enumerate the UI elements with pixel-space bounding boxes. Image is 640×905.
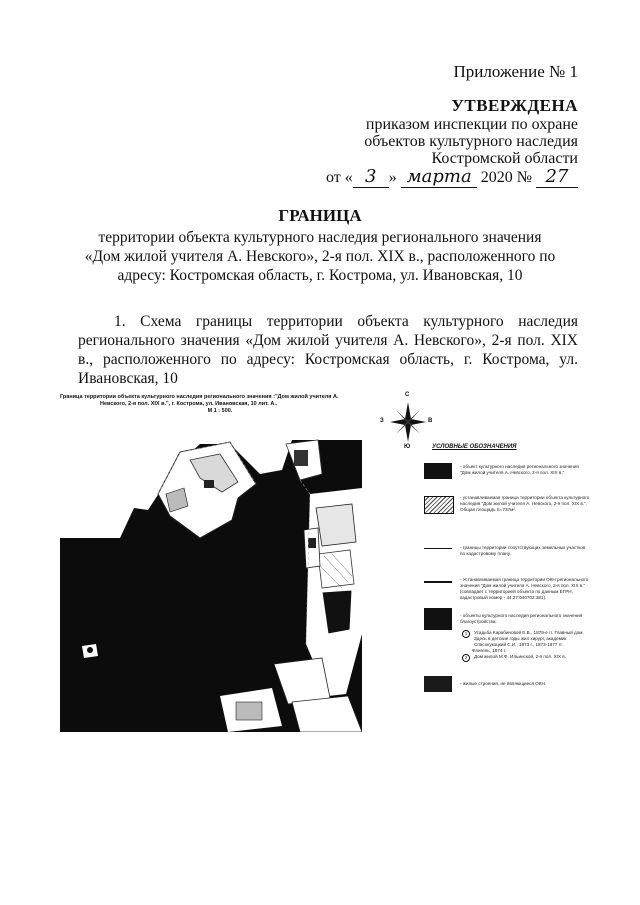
boundary-map <box>60 434 362 732</box>
legend-item-egrn: - Устанавливаемая граница территории ОКН регионального значения "Дом жилой учителя А. Невского, 2-я пол. XIX в."(совпадает с территорией объекта по данным ЕГРН, кадастровый номер - 44:27:040702:381). <box>460 577 589 600</box>
legend-subitem <box>462 654 592 662</box>
legend-item-okn: - объект культурного наследия регионального значения "Дом жилой учителя А. Невского, 2-я пол. XIX в.". <box>460 464 579 475</box>
approved-label: УТВЕРЖДЕНА <box>451 96 578 115</box>
legend-item-territory: - устанавливаемая граница территории объекта культурного наследия "Дом жилой учителя А. Невского, 2-я пол. XIX в.". Общая площадь S=737м². <box>460 495 590 512</box>
legend-item-houses: - жилые строения, не являющиеся ОКН. <box>460 681 547 686</box>
document-subtitle: территории объекта культурного наследия регионального значения «Дом жилой учителя А. Невского», 2-я пол. XIX в., расположенного по адресу: Костромская область, г. Кострома, ул. Ивановская, 10 <box>84 229 556 284</box>
legend-subitem-number: 1 <box>462 630 470 638</box>
order-line-2: объектов культурного наследия <box>364 133 578 150</box>
date-day: 3 <box>353 166 389 188</box>
section-paragraph: 1. Схема границы территории объекта культурного наследия регионального значения «Дом жилой учителя А. Невского», 2-я пол. XIX в., расположенного по адресу: Костромская область, г. Кострома, ул. Ивановская, 10 <box>78 313 578 387</box>
order-line-1: приказом инспекции по охране <box>365 116 578 133</box>
legend-subitem-text: Усадьба Карабиновой Е.В., 1879-е гг. Главный дом. Здесь в детские годы жил хирург, академик Спасокукоцкий С.И., 1873 г., 1873-1877 гг. <box>474 630 584 647</box>
order-number: 27 <box>536 166 578 188</box>
compass-south: Ю <box>404 444 411 450</box>
date-mid: » <box>388 169 397 186</box>
map-scale: М 1 : 500. <box>207 408 233 414</box>
legend-item-parcels: - границы территории сопутствующих земельных участков по кадастровому плану. <box>460 545 586 556</box>
map-drawing <box>60 434 362 732</box>
date-month: марта <box>401 166 477 188</box>
compass-east: В <box>428 418 433 424</box>
map-caption <box>60 394 380 415</box>
compass-west: З <box>380 418 384 424</box>
map-caption-line-2: Невского, 2-я пол. XIX в.", г. Кострома, ул. Ивановская, 10 лит. А.. <box>100 401 278 407</box>
legend-swatch-okn <box>424 463 452 479</box>
legend-swatch-landscape <box>424 608 452 630</box>
legend-subitem <box>462 630 592 648</box>
legend-subitem-text: Флигель, 1874 г. <box>472 648 507 653</box>
order-date-line <box>326 166 578 188</box>
document-title: ГРАНИЦА <box>278 206 362 225</box>
date-year: 2020 № <box>480 169 532 186</box>
legend-subitem-number: 2 <box>462 654 470 662</box>
compass-rose <box>380 392 433 454</box>
legend-swatch-houses <box>424 676 452 692</box>
legend-subitem-text: Дом жилой М.Ф. Ильинской, 2-я пол. XIX в. <box>474 654 566 659</box>
compass-north: С <box>405 392 410 398</box>
date-prefix: от « <box>325 169 353 186</box>
map-caption-line-1: Граница территории объекта культурного наследия регионального значения :"Дом жилой учителя А. <box>60 394 339 400</box>
legend-swatch-territory <box>424 496 454 514</box>
legend-item-landscape: - объекты культурного наследия регионального значения благоустройства: <box>460 613 583 624</box>
legend-line-parcels <box>424 548 452 549</box>
legend-line-egrn <box>424 581 452 583</box>
order-line-3: Костромской области <box>431 150 578 167</box>
appendix-label: Приложение № 1 <box>453 62 578 81</box>
legend-sublist <box>462 630 592 662</box>
legend-title: УСЛОВНЫЕ ОБОЗНАЧЕНИЯ <box>432 444 517 450</box>
